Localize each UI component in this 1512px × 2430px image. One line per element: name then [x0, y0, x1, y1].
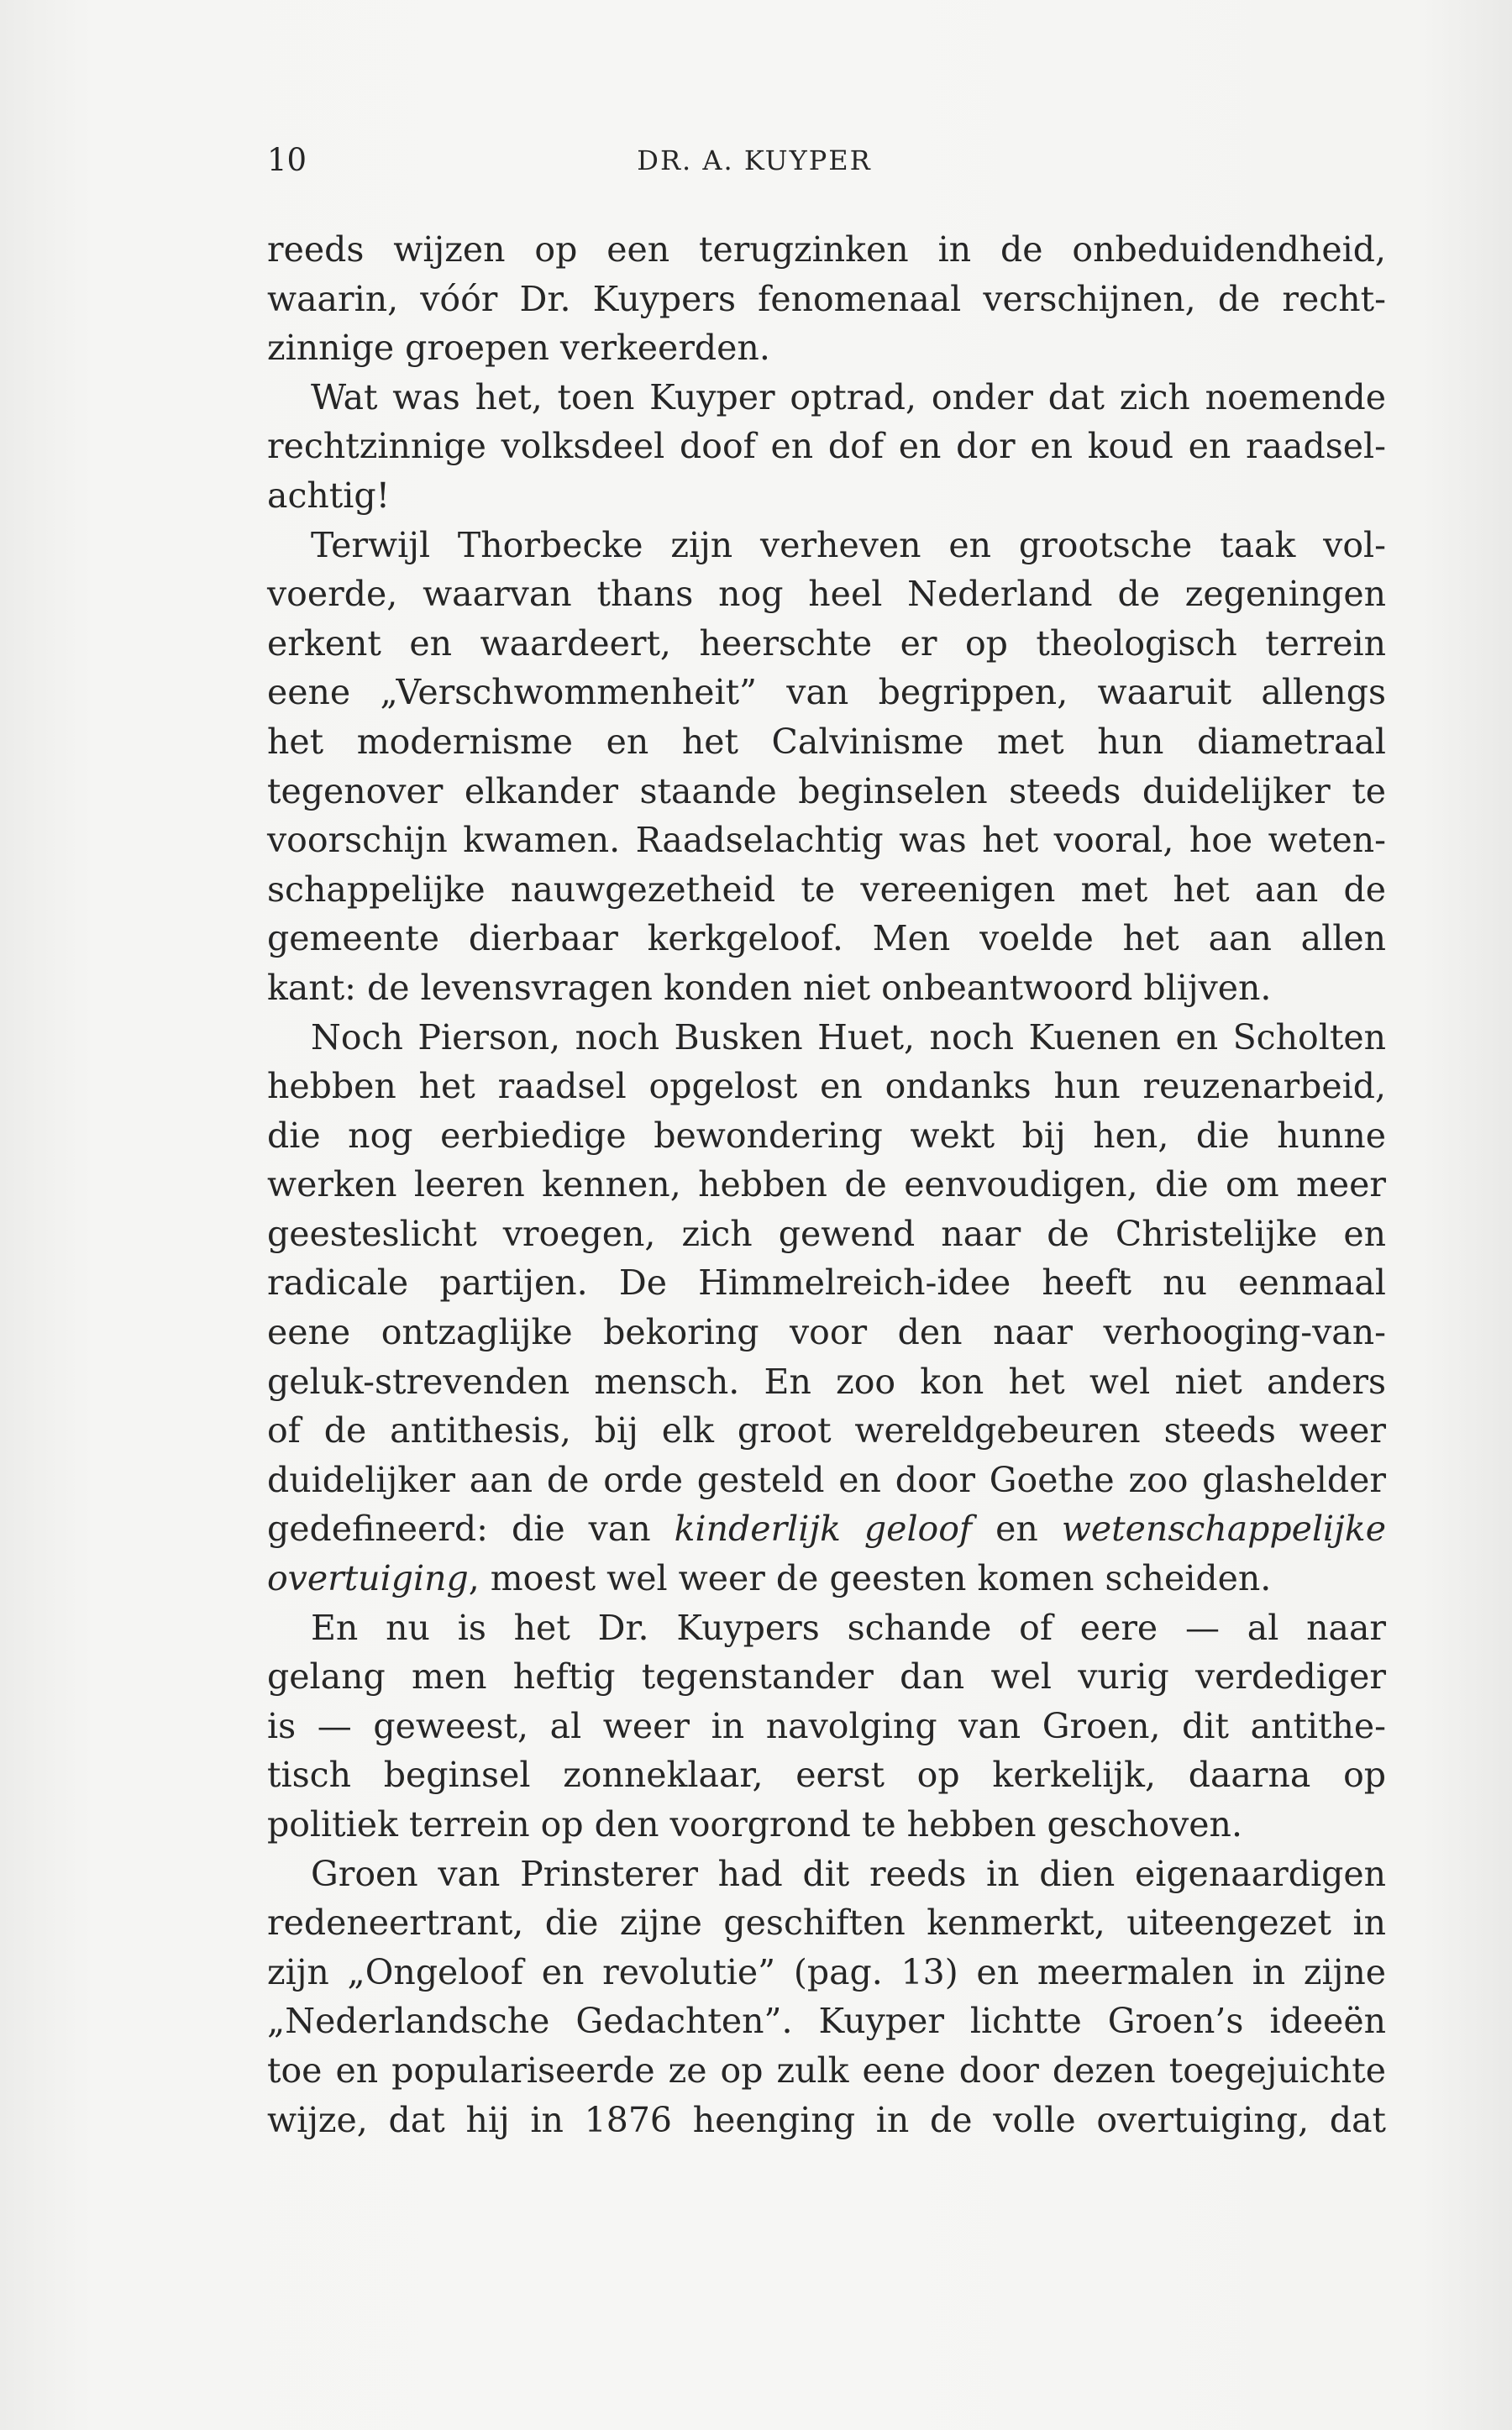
line-text: geesteslicht vroegen, zich gewend naar de Christelijke en [267, 1213, 1386, 1254]
text-line [267, 1258, 1386, 1308]
text-line [267, 1603, 1386, 1653]
line-text: radicale partijen. De Himmelreich-idee heeft nu eenmaal [267, 1262, 1386, 1304]
line-text: of de antithesis, bij elk groot wereldgebeuren steeds weer [267, 1410, 1386, 1451]
text-line [267, 816, 1386, 865]
italic-phrase: wetenschappelijke [1061, 1509, 1386, 1550]
italic-phrase: kinderlijk geloof [674, 1509, 973, 1550]
line-text: schappelijke nauwgezetheid te vereenigen met het aan de [267, 869, 1386, 910]
line-text: voorschijn kwamen. Raadselachtig was het vooral, hoe weten- [267, 820, 1386, 861]
line-text: rechtzinnige volksdeel doof en dof en dor en koud en raadsel- [267, 426, 1386, 467]
line-text: reeds wijzen op een terugzinken in de onbeduidendheid, [267, 229, 1386, 270]
line-text: , moest wel weer de geesten komen scheiden. [468, 1558, 1272, 1599]
line-text: gelang men heftig tegenstander dan wel vurig verdediger [267, 1656, 1386, 1698]
text-line [267, 1062, 1386, 1111]
text-line [267, 1750, 1386, 1800]
text-line [267, 1013, 1386, 1063]
line-text: werken leeren kennen, hebben de eenvoudigen, die om meer [267, 1164, 1386, 1205]
text-line [267, 1652, 1386, 1702]
running-title: DR. A. KUYPER [637, 144, 872, 176]
text-line [267, 1554, 1386, 1603]
line-text: Noch Pierson, noch Busken Huet, noch Kuenen en Scholten [311, 1016, 1386, 1058]
text-line [267, 1997, 1386, 2046]
body-text [267, 225, 1386, 2144]
page-number: 10 [267, 142, 307, 178]
line-text: eene „Verschwommenheit” van begrippen, waaruit allengs [267, 672, 1386, 713]
line-text: toe en populariseerde ze op zulk eene door dezen toegejuichte [267, 2049, 1386, 2091]
text-line [267, 471, 1386, 521]
line-text: Groen van Prinsterer had dit reeds in dien eigenaardigen [311, 1853, 1386, 1894]
text-line [267, 1800, 1386, 1850]
line-text: en [972, 1509, 1062, 1550]
text-line [267, 865, 1386, 915]
line-text: hebben het raadsel opgelost en ondanks hun reuzenarbeid, [267, 1066, 1386, 1107]
line-text: kant: de levensvragen konden niet onbeantwoord blijven. [267, 967, 1272, 1008]
line-text: En nu is het Dr. Kuypers schande of eere — al naar [311, 1607, 1386, 1648]
text-line [267, 1308, 1386, 1357]
line-text: erkent en waardeert, heerschte er op theologisch terrein [267, 622, 1386, 664]
text-line [267, 2096, 1386, 2145]
text-line [267, 1504, 1386, 1554]
text-line [267, 1456, 1386, 1505]
line-text: gemeente dierbaar kerkgeloof. Men voelde het aan allen [267, 918, 1386, 959]
text-line [267, 225, 1386, 275]
text-line [267, 1406, 1386, 1456]
italic-phrase: overtuiging [267, 1558, 469, 1599]
line-text: eene ontzaglijke bekoring voor den naar verhooging-van- [267, 1312, 1386, 1353]
line-text: tegenover elkander staande beginselen steeds duidelijker te [267, 770, 1386, 811]
text-line [267, 521, 1386, 570]
text-line [267, 1948, 1386, 1997]
text-line [267, 373, 1386, 422]
line-text: „Nederlandsche Gedachten”. Kuyper lichtte Groen’s ideeën [267, 2001, 1386, 2042]
line-text: geluk-strevenden mensch. En zoo kon het wel niet anders [267, 1361, 1386, 1402]
text-line [267, 1850, 1386, 1899]
line-text: Terwijl Thorbecke zijn verheven en grootsche taak vol- [311, 524, 1386, 565]
text-line [267, 619, 1386, 669]
line-text: duidelijker aan de orde gesteld en door Goethe zoo glashelder [267, 1459, 1386, 1500]
line-text: voerde, waarvan thans nog heel Nederland de zegeningen [267, 574, 1386, 615]
line-text: is — geweest, al weer in navolging van Groen, dit antithe- [267, 1705, 1386, 1746]
text-line [267, 2046, 1386, 2096]
text-line [267, 275, 1386, 324]
text-line [267, 1702, 1386, 1751]
line-text: Wat was het, toen Kuyper optrad, onder dat zich noemende [311, 376, 1386, 417]
line-text: tisch beginsel zonneklaar, eerst op kerkelijk, daarna op [267, 1755, 1386, 1796]
text-line [267, 1210, 1386, 1259]
text-line [267, 668, 1386, 717]
page-header [267, 139, 1386, 181]
text-line [267, 1898, 1386, 1948]
line-text: gedefineerd: die van [267, 1509, 675, 1550]
text-line [267, 323, 1386, 373]
line-text: waarin, vóór Dr. Kuypers fenomenaal verschijnen, de recht- [267, 278, 1386, 319]
text-line [267, 422, 1386, 471]
text-line [267, 717, 1386, 767]
text-line [267, 1160, 1386, 1210]
text-line [267, 1111, 1386, 1161]
line-text: politiek terrein op den voorgrond te hebben geschoven. [267, 1804, 1242, 1845]
line-text: zijn „Ongeloof en revolutie” (pag. 13) en meermalen in zijne [267, 1951, 1386, 1992]
line-text: redeneertrant, die zijne geschiften kenmerkt, uiteengezet in [267, 1903, 1386, 1944]
line-text: die nog eerbiedige bewondering wekt bij hen, die hunne [267, 1115, 1386, 1156]
line-text: het modernisme en het Calvinisme met hun diametraal [267, 721, 1386, 762]
line-text: wijze, dat hij in 1876 heenging in de volle overtuiging, dat [267, 2099, 1386, 2140]
text-line [267, 914, 1386, 963]
text-line [267, 767, 1386, 816]
text-line [267, 963, 1386, 1013]
line-text: achtig! [267, 475, 391, 516]
text-line [267, 569, 1386, 619]
text-line [267, 1357, 1386, 1407]
line-text: zinnige groepen verkeerden. [267, 328, 770, 369]
